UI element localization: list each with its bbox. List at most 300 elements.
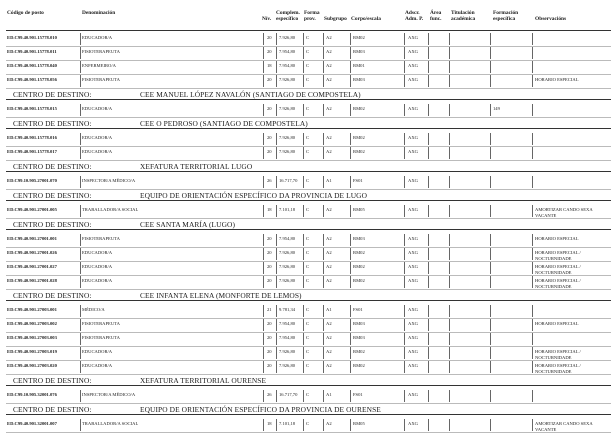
column-rule — [404, 61, 405, 73]
column-rule — [323, 276, 324, 288]
cell-nivel: 20 — [267, 278, 272, 283]
column-rule — [428, 319, 429, 331]
section-divider — [6, 200, 611, 201]
column-rule — [323, 75, 324, 87]
column-rule — [263, 361, 264, 373]
cell-adscr: AXG — [408, 35, 418, 40]
column-rule — [449, 262, 450, 274]
column-rule — [350, 262, 351, 274]
cell-forma: C — [306, 236, 310, 241]
column-rule — [350, 276, 351, 288]
cell-obs1: HORARIO ESPECIAL / — [535, 363, 581, 368]
cell-denominacion: EDUCADOR/A — [82, 106, 113, 111]
destination-header — [0, 289, 615, 301]
cell-subgrupo: A2 — [326, 63, 332, 68]
column-rule — [350, 147, 351, 159]
cell-denominacion: EDUCADOR/A — [82, 35, 113, 40]
header-formacion-1: Formación — [493, 10, 519, 16]
cell-obs1: HORARIO ESPECIAL / — [535, 250, 581, 255]
destination-name: XEFATURA TERRITORIAL LUGO — [140, 162, 253, 171]
cell-corpo: FS01 — [353, 392, 363, 397]
cell-denominacion: TRABALLADOR/A SOCIAL — [82, 207, 139, 212]
column-rule — [532, 205, 533, 217]
column-rule — [490, 133, 491, 145]
destination-header — [0, 160, 615, 172]
column-rule — [532, 305, 533, 317]
column-rule — [303, 319, 304, 331]
cell-subgrupo: A2 — [326, 207, 332, 212]
column-rule — [532, 176, 533, 188]
column-rule — [263, 147, 264, 159]
column-rule — [263, 176, 264, 188]
cell-complemento: 7.954,80 — [279, 335, 296, 340]
column-rule — [323, 61, 324, 73]
cell-subgrupo: A2 — [326, 49, 332, 54]
cell-complemento: 7.926,80 — [279, 106, 296, 111]
cell-obs2: NOCTURNIDADE — [535, 270, 572, 275]
column-rule — [80, 147, 81, 159]
column-rule — [276, 347, 277, 359]
cell-nivel: 20 — [267, 349, 272, 354]
cell-forma: C — [306, 421, 310, 426]
destination-header — [0, 117, 615, 129]
column-rule — [323, 205, 324, 217]
column-rule — [303, 33, 304, 45]
column-rule — [303, 347, 304, 359]
cell-forma: C — [306, 363, 310, 368]
cell-denominacion: FISIOTERAPEUTA — [82, 335, 120, 340]
column-rule — [80, 305, 81, 317]
column-rule — [80, 176, 81, 188]
header-codigo: Código de posto — [7, 10, 44, 16]
column-rule — [428, 419, 429, 431]
cell-codigo: ED.C99.40.901.15778.015 — [7, 106, 57, 111]
cell-denominacion: EDUCADOR/A — [82, 363, 113, 368]
cell-codigo: ED.C99.10.905.32001.076 — [7, 392, 57, 397]
cell-forma: C — [306, 77, 310, 82]
cell-adscr: AXG — [408, 278, 418, 283]
column-rule — [323, 133, 324, 145]
cell-adscr: AXG — [408, 149, 418, 154]
column-rule — [276, 176, 277, 188]
cell-forma: C — [306, 106, 310, 111]
column-rule — [263, 104, 264, 116]
header-forma-2: prov. — [304, 16, 316, 22]
column-rule — [532, 333, 533, 345]
column-rule — [490, 419, 491, 431]
table-row — [0, 275, 615, 290]
cell-subgrupo: A1 — [326, 307, 332, 312]
header-titulacion-2: académica — [451, 16, 476, 22]
column-rule — [80, 61, 81, 73]
cell-complemento: 7.926,80 — [279, 349, 296, 354]
cell-subgrupo: A2 — [326, 349, 332, 354]
destination-name: CEE INFANTA ELENA (MONFORTE DE LEMOS) — [140, 291, 302, 300]
column-rule — [532, 361, 533, 373]
column-rule — [80, 75, 81, 87]
cell-codigo: ED.C99.40.901.32001.007 — [7, 421, 57, 426]
cell-forma: C — [306, 49, 310, 54]
column-rule — [532, 104, 533, 116]
destination-header — [0, 403, 615, 415]
column-rule — [276, 390, 277, 402]
cell-codigo: ED.C99.40.901.15778.056 — [7, 77, 57, 82]
column-rule — [404, 361, 405, 373]
cell-adscr: AXG — [408, 264, 418, 269]
cell-nivel: 20 — [267, 35, 272, 40]
column-rule — [263, 133, 264, 145]
column-rule — [80, 390, 81, 402]
column-rule — [263, 347, 264, 359]
column-rule — [350, 305, 351, 317]
column-rule — [490, 61, 491, 73]
cell-obs1: HORARIO ESPECIAL / — [535, 264, 581, 269]
cell-nivel: 21 — [267, 307, 272, 312]
cell-corpo: RM05 — [353, 207, 365, 212]
cell-adscr: AXG — [408, 77, 418, 82]
destination-name: CEE MANUEL LÓPEZ NAVALÓN (SANTIAGO DE COMPOSTELA) — [140, 90, 361, 99]
cell-complemento: 7.954,80 — [279, 49, 296, 54]
column-rule — [276, 47, 277, 59]
table-row — [0, 346, 615, 361]
column-rule — [323, 176, 324, 188]
cell-denominacion: EDUCADOR/A — [82, 149, 113, 154]
destination-name: CEE O PEDROSO (SANTIAGO DE COMPOSTELA) — [140, 119, 308, 128]
section-divider — [6, 229, 611, 230]
column-rule — [428, 248, 429, 260]
cell-subgrupo: A2 — [326, 236, 332, 241]
column-rule — [404, 419, 405, 431]
cell-corpo: FS01 — [353, 307, 363, 312]
column-rule — [276, 133, 277, 145]
table-row — [0, 233, 615, 248]
destination-label: CENTRO DE DESTINO: — [13, 291, 92, 300]
column-rule — [323, 234, 324, 246]
column-rule — [449, 205, 450, 217]
cell-adscr: AXG — [408, 307, 418, 312]
cell-codigo: ED.C99.40.901.15778.016 — [7, 135, 57, 140]
cell-nivel: 20 — [267, 106, 272, 111]
cell-codigo: ED.C99.40.901.15778.010 — [7, 35, 57, 40]
column-rule — [350, 61, 351, 73]
cell-subgrupo: A2 — [326, 335, 332, 340]
column-rule — [490, 205, 491, 217]
column-rule — [428, 33, 429, 45]
cell-codigo: ED.C99.40.901.27001.027 — [7, 264, 57, 269]
column-rule — [449, 305, 450, 317]
column-rule — [263, 262, 264, 274]
column-rule — [449, 347, 450, 359]
column-rule — [276, 61, 277, 73]
column-rule — [303, 75, 304, 87]
cell-corpo: RM02 — [353, 250, 365, 255]
table-row — [0, 204, 615, 219]
cell-nivel: 20 — [267, 236, 272, 241]
column-rule — [428, 234, 429, 246]
column-rule — [303, 234, 304, 246]
column-rule — [449, 47, 450, 59]
column-rule — [303, 176, 304, 188]
header-complemento-2: específico — [276, 16, 299, 22]
column-rule — [350, 361, 351, 373]
cell-denominacion: EDUCADOR/A — [82, 349, 113, 354]
column-rule — [276, 147, 277, 159]
column-rule — [303, 419, 304, 431]
cell-subgrupo: A2 — [326, 321, 332, 326]
cell-subgrupo: A2 — [326, 363, 332, 368]
column-rule — [263, 75, 264, 87]
cell-codigo: ED.C99.40.901.27003.020 — [7, 363, 57, 368]
column-rule — [490, 305, 491, 317]
header-denominacion: Denominación — [82, 10, 116, 16]
column-rule — [490, 33, 491, 45]
column-rule — [276, 75, 277, 87]
cell-obs2: VACANTE — [535, 427, 557, 432]
cell-adscr: AXG — [408, 250, 418, 255]
cell-subgrupo: A2 — [326, 278, 332, 283]
cell-denominacion: EDUCADOR/A — [82, 250, 113, 255]
destination-name: XEFATURA TERRITORIAL OURENSE — [140, 376, 267, 385]
column-rule — [428, 276, 429, 288]
cell-nivel: 18 — [267, 421, 272, 426]
cell-nivel: 20 — [267, 321, 272, 326]
column-rule — [350, 47, 351, 59]
cell-corpo: RM03 — [353, 321, 365, 326]
cell-corpo: RM03 — [353, 236, 365, 241]
section-divider — [6, 128, 611, 129]
column-rule — [80, 133, 81, 145]
header-complemento-1: Complem. — [276, 10, 300, 16]
cell-forma: C — [306, 63, 310, 68]
cell-complemento: 7.926,80 — [279, 149, 296, 154]
cell-subgrupo: A2 — [326, 106, 332, 111]
section-divider — [6, 385, 611, 386]
cell-obs2: NOCTURNIDADE — [535, 369, 572, 374]
column-rule — [490, 234, 491, 246]
cell-denominacion: FISIOTERAPEUTA — [82, 49, 120, 54]
column-rule — [303, 276, 304, 288]
cell-nivel: 18 — [267, 207, 272, 212]
destination-label: CENTRO DE DESTINO: — [13, 162, 92, 171]
cell-denominacion: TRABALLADOR/A SOCIAL — [82, 421, 139, 426]
cell-complemento: 9.781,34 — [279, 307, 296, 312]
column-rule — [404, 276, 405, 288]
cell-corpo: RM02 — [353, 135, 365, 140]
column-rule — [490, 361, 491, 373]
cell-obs1: AMORTIZAR CANDO SEXA — [535, 207, 593, 212]
cell-adscr: AXG — [408, 106, 418, 111]
column-rule — [404, 147, 405, 159]
header-formacion-2: específica — [493, 16, 516, 22]
column-rule — [323, 319, 324, 331]
column-rule — [263, 319, 264, 331]
column-rule — [490, 47, 491, 59]
column-rule — [263, 276, 264, 288]
column-rule — [350, 319, 351, 331]
column-rule — [323, 104, 324, 116]
column-rule — [323, 33, 324, 45]
column-rule — [350, 333, 351, 345]
cell-denominacion: INSPECTOR/A MÉDICO/A — [82, 392, 136, 397]
cell-denominacion: EDUCADOR/A — [82, 264, 113, 269]
cell-denominacion: EDUCADOR/A — [82, 278, 113, 283]
column-rule — [263, 390, 264, 402]
column-rule — [449, 234, 450, 246]
column-rule — [532, 47, 533, 59]
column-rule — [449, 61, 450, 73]
cell-complemento: 7.954,80 — [279, 63, 296, 68]
column-rule — [276, 234, 277, 246]
cell-denominacion: INSPECTOR/A MÉDICO/A — [82, 178, 136, 183]
cell-complemento: 7.926,80 — [279, 278, 296, 283]
cell-obs1: HORARIO ESPECIAL — [535, 321, 579, 326]
column-rule — [263, 305, 264, 317]
table-row — [0, 418, 615, 433]
cell-corpo: RM02 — [353, 264, 365, 269]
cell-corpo: RM01 — [353, 63, 365, 68]
cell-nivel: 20 — [267, 149, 272, 154]
column-rule — [449, 333, 450, 345]
column-rule — [80, 205, 81, 217]
cell-complemento: 16.717,70 — [279, 392, 298, 397]
cell-nivel: 18 — [267, 63, 272, 68]
cell-forma: C — [306, 207, 310, 212]
cell-corpo: RM02 — [353, 278, 365, 283]
destination-name: CEE SANTA MARÍA (LUGO) — [140, 220, 236, 229]
column-rule — [428, 147, 429, 159]
cell-adscr: AXG — [408, 178, 418, 183]
column-rule — [490, 248, 491, 260]
table-row — [0, 74, 615, 89]
column-rule — [263, 33, 264, 45]
column-rule — [350, 104, 351, 116]
cell-nivel: 20 — [267, 264, 272, 269]
column-rule — [490, 104, 491, 116]
column-rule — [449, 147, 450, 159]
cell-obs1: HORARIO ESPECIAL — [535, 77, 579, 82]
header-subgrupo: Subgrupo — [324, 16, 347, 22]
cell-subgrupo: A2 — [326, 35, 332, 40]
cell-subgrupo: A2 — [326, 264, 332, 269]
column-rule — [350, 234, 351, 246]
column-rule — [303, 262, 304, 274]
column-rule — [428, 104, 429, 116]
column-rule — [532, 319, 533, 331]
cell-denominacion: FISIOTERAPEUTA — [82, 77, 120, 82]
cell-forma: C — [306, 35, 310, 40]
column-rule — [428, 333, 429, 345]
column-rule — [80, 347, 81, 359]
column-rule — [490, 147, 491, 159]
cell-codigo: ED.C99.40.901.27001.005 — [7, 207, 57, 212]
cell-corpo: RM02 — [353, 363, 365, 368]
column-rule — [404, 47, 405, 59]
cell-codigo: ED.C99.40.901.15778.017 — [7, 149, 57, 154]
column-rule — [276, 333, 277, 345]
column-rule — [532, 133, 533, 145]
column-rule — [428, 347, 429, 359]
cell-forma: C — [306, 278, 310, 283]
column-rule — [404, 305, 405, 317]
column-rule — [428, 61, 429, 73]
cell-denominacion: FISIOTERAPEUTA — [82, 321, 120, 326]
cell-complemento: 7.926,80 — [279, 264, 296, 269]
section-divider — [6, 171, 611, 172]
cell-adscr: AXG — [408, 335, 418, 340]
column-rule — [532, 75, 533, 87]
column-rule — [80, 419, 81, 431]
cell-subgrupo: A1 — [326, 178, 332, 183]
cell-subgrupo: A2 — [326, 77, 332, 82]
cell-nivel: 20 — [267, 363, 272, 368]
column-rule — [80, 104, 81, 116]
column-rule — [276, 419, 277, 431]
header-observaciones: Observacións — [535, 16, 567, 22]
table-row — [0, 332, 615, 347]
column-rule — [532, 147, 533, 159]
column-rule — [263, 419, 264, 431]
destination-label: CENTRO DE DESTINO: — [13, 119, 92, 128]
destination-header — [0, 88, 615, 100]
column-rule — [323, 361, 324, 373]
column-rule — [276, 262, 277, 274]
column-rule — [263, 234, 264, 246]
cell-forma: C — [306, 321, 310, 326]
cell-forma: C — [306, 335, 310, 340]
cell-codigo: ED.C99.40.901.27003.002 — [7, 321, 57, 326]
destination-label: CENTRO DE DESTINO: — [13, 191, 92, 200]
column-rule — [303, 205, 304, 217]
table-row — [0, 60, 615, 75]
table-row — [0, 132, 615, 147]
column-rule — [276, 104, 277, 116]
column-rule — [303, 61, 304, 73]
cell-adscr: AXG — [408, 63, 418, 68]
column-rule — [263, 47, 264, 59]
column-rule — [404, 205, 405, 217]
column-rule — [404, 248, 405, 260]
column-rule — [263, 205, 264, 217]
column-rule — [350, 347, 351, 359]
cell-complemento: 7.926,80 — [279, 77, 296, 82]
column-rule — [404, 133, 405, 145]
column-rule — [323, 390, 324, 402]
cell-denominacion: MÉDICO/A — [82, 307, 105, 312]
cell-complemento: 7.101,18 — [279, 421, 296, 426]
cell-complemento: 7.926,80 — [279, 363, 296, 368]
destination-name: EQUIPO DE ORIENTACIÓN ESPECÍFICO DA PROVINCIA DE OURENSE — [140, 405, 381, 414]
cell-obs2: NOCTURNIDADE — [535, 355, 572, 360]
column-rule — [303, 333, 304, 345]
column-rule — [490, 319, 491, 331]
cell-adscr: AXG — [408, 421, 418, 426]
column-rule — [350, 176, 351, 188]
header-divider — [6, 30, 611, 31]
column-rule — [350, 248, 351, 260]
cell-complemento: 16.717,70 — [279, 178, 298, 183]
column-rule — [323, 347, 324, 359]
cell-subgrupo: A1 — [326, 392, 332, 397]
destination-name: EQUIPO DE ORIENTACIÓN ESPECÍFICO DA PROVINCIA DE LUGO — [140, 191, 368, 200]
column-rule — [323, 248, 324, 260]
column-rule — [404, 234, 405, 246]
cell-adscr: AXG — [408, 207, 418, 212]
cell-obs2: NOCTURNIDADE — [535, 256, 572, 261]
cell-forma: C — [306, 149, 310, 154]
section-divider — [6, 414, 611, 415]
column-rule — [303, 104, 304, 116]
destination-header — [0, 374, 615, 386]
